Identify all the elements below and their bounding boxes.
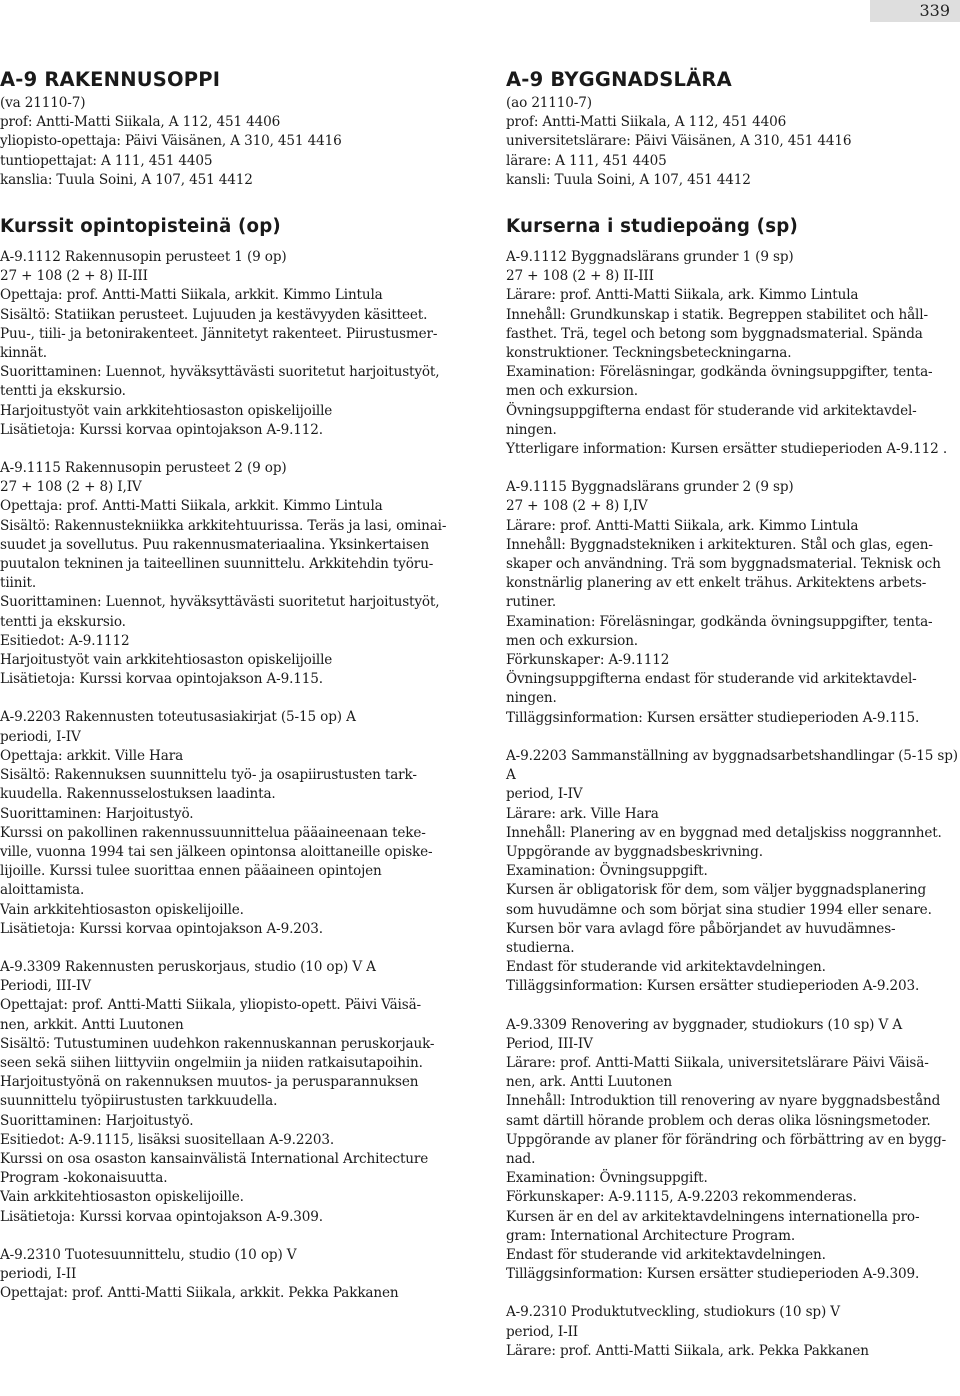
course-detail-line: puutalon tekninen ja taiteellinen suunnittelu. Arkkitehdin työru- [0, 556, 434, 573]
page-number: 339 [870, 0, 960, 22]
course-detail-line: Lärare: ark. Ville Hara [506, 805, 659, 822]
course-detail-line: Innehåll: Grundkunskap i statik. Begreppen stabilitet och håll- [506, 306, 928, 323]
course-detail-line: Övningsuppgifterna endast för studerande vid arkitektavdel- [506, 402, 917, 419]
course-detail-line: Opettajat: prof. Antti-Matti Siikala, arkkit. Pekka Pakkanen [0, 1285, 399, 1302]
course-name: Rakennusopin perusteet 2 [64, 460, 243, 477]
course-credits: (10 op) V A [300, 958, 376, 975]
course-detail-line: Sisältö: Rakennustekniikka arkkitehtuurissa. Teräs ja lasi, ominai- [0, 517, 447, 534]
staff-list [506, 113, 958, 190]
course-detail-line: ningen. [506, 421, 557, 438]
course-credits: (10 sp) V [779, 1304, 840, 1321]
course-detail-line: Sisältö: Statiikan perusteet. Lujuuden ja kestävyyden käsitteet. [0, 306, 428, 323]
course-detail-line: Examination: Föreläsningar, godkända övningsuppgifter, tenta- [506, 613, 933, 630]
course-detail-line: rutiner. [506, 594, 556, 611]
course-name: Rakennusopin perusteet 1 [64, 249, 243, 266]
course-code: A-9.1115 [0, 460, 61, 477]
course-detail-line: Program -kokonaisuutta. [0, 1170, 168, 1187]
course-code: A-9.3309 [0, 958, 61, 975]
course-header [506, 747, 958, 785]
course-code: A-9.2203 [0, 709, 61, 726]
course-detail-line: Harjoitustyöt vain arkkitehtiosaston opiskelijoille [0, 402, 333, 419]
course-name: Renovering av byggnader, studiokurs [570, 1016, 824, 1033]
course-credits: (10 sp) V A [827, 1016, 903, 1033]
course-entry [0, 708, 456, 938]
course-detail-line: Innehåll: Introduktion till renovering av nyare byggnadsbestånd [506, 1093, 941, 1110]
course-detail-line: Lisätietoja: Kurssi korvaa opintojakson A-9.115. [0, 671, 323, 688]
course-detail-line: Kurssi on pakollinen rakennussuunnittelua pääaineenaan teke- [0, 824, 426, 841]
course-detail-line: Vain arkkitehtiosaston opiskelijoille. [0, 1189, 244, 1206]
course-credits: (9 op) [246, 460, 287, 477]
finnish-column [0, 66, 456, 1322]
course-detail-line: Endast för studerande vid arkitektavdelningen. [506, 1246, 826, 1263]
course-detail-line: Vain arkkitehtiosaston opiskelijoille. [0, 901, 244, 918]
course-header [0, 1246, 456, 1265]
courses-heading: Kurserna i studiepoäng (sp) [506, 216, 798, 238]
course-code: A-9.3309 [506, 1016, 567, 1033]
course-detail-line: kinnät. [0, 345, 47, 362]
course-header [506, 1016, 958, 1035]
course-detail-line: Innehåll: Byggnadstekniken i arkitekturen. Stål och glas, egen- [506, 536, 933, 553]
course-detail-line: men och exkursion. [506, 383, 638, 400]
course-entry [506, 1303, 958, 1361]
course-detail-line: 27 + 108 (2 + 8) I,IV [0, 479, 142, 496]
course-detail-line: kuudella. Rakennusselostuksen laadinta. [0, 786, 276, 803]
course-detail-line: Examination: Övningsuppgift. [506, 863, 708, 880]
course-detail-line: Kursen är en del av arkitektavdelningens internationella pro- [506, 1208, 920, 1225]
course-entry [0, 248, 456, 440]
course-name: Tuotesuunnittelu, studio [64, 1246, 231, 1263]
courses-heading: Kurssit opintopisteinä (op) [0, 216, 281, 238]
course-detail-line: suudet ja sovellutus. Puu rakennusmateriaalina. Yksinkertaisen [0, 536, 430, 553]
course-detail-line: Innehåll: Planering av en byggnad med detaljskiss noggrannhet. [506, 824, 942, 841]
course-detail-line: Lärare: prof. Antti-Matti Siikala, universitetslärare Päivi Väisä- [506, 1054, 929, 1071]
course-detail-line: Puu-, tiili- ja betonirakenteet. Jännitetyt rakenteet. Piirustusmer- [0, 325, 438, 342]
course-detail-line: Tilläggsinformation: Kursen ersätter studieperioden A-9.115. [506, 709, 920, 726]
staff-line: kanslia: Tuula Soini, A 107, 451 4412 [0, 171, 253, 188]
course-detail-line: aloittamista. [0, 882, 85, 899]
course-name: Produktutveckling, studiokurs [570, 1304, 776, 1321]
course-entry [506, 478, 958, 728]
section-subtitle: (ao 21110-7) [506, 95, 592, 111]
course-detail-line: Ytterligare information: Kursen ersätter studieperioden A-9.112 . [506, 441, 947, 458]
course-detail-line: Förkunskaper: A-9.1112 [506, 652, 670, 669]
section-title: A-9 RAKENNUSOPPI [0, 68, 221, 91]
course-credits: (10 op) V [234, 1246, 297, 1263]
course-detail-line: ningen. [506, 690, 557, 707]
course-detail-line: tentti ja ekskursio. [0, 383, 126, 400]
course-detail-line: Kurssi on osa osaston kansainvälistä International Architecture [0, 1150, 429, 1167]
course-credits: (9 sp) [755, 249, 794, 266]
course-detail-line: Kursen bör vara avlagd före påbörjandet av huvudämnes- [506, 920, 896, 937]
course-detail-line: nen, arkkit. Antti Luutonen [0, 1016, 184, 1033]
course-detail-line: Suorittaminen: Luennot, hyväksyttävästi suoritetut harjoitustyöt, [0, 594, 440, 611]
course-code: A-9.1112 [506, 249, 567, 266]
staff-line: yliopisto-opettaja: Päivi Väisänen, A 310, 451 4416 [0, 133, 342, 150]
course-detail-line: Examination: Övningsuppgift. [506, 1170, 708, 1187]
course-detail-line: nad. [506, 1150, 536, 1167]
course-detail-line: Opettaja: arkkit. Ville Hara [0, 747, 184, 764]
course-header [506, 1303, 958, 1322]
section-title: A-9 BYGGNADSLÄRA [506, 68, 732, 91]
course-detail-line: Tilläggsinformation: Kursen ersätter studieperioden A-9.203. [506, 978, 920, 995]
course-detail-line: Examination: Föreläsningar, godkända övningsuppgifter, tenta- [506, 364, 933, 381]
course-detail-line: Esitiedot: A-9.1112 [0, 632, 130, 649]
staff-line: lärare: A 111, 451 4405 [506, 152, 667, 169]
course-detail-line: Endast för studerande vid arkitektavdelningen. [506, 959, 826, 976]
course-detail-line: Opettaja: prof. Antti-Matti Siikala, arkkit. Kimmo Lintula [0, 287, 383, 304]
course-code: A-9.2310 [506, 1304, 567, 1321]
swedish-column [506, 66, 958, 1380]
course-entry [0, 459, 456, 689]
staff-line: tuntiopettajat: A 111, 451 4405 [0, 152, 213, 169]
course-detail-line: period, I-II [506, 1323, 579, 1340]
course-detail-line: seen sekä siihen liittyviin ongelmiin ja niiden ratkaisutapoihin. [0, 1054, 423, 1071]
course-detail-line: Lisätietoja: Kurssi korvaa opintojakson A-9.309. [0, 1208, 323, 1225]
course-name: Rakennusten peruskorjaus, studio [64, 958, 296, 975]
staff-line: kansli: Tuula Soini, A 107, 451 4412 [506, 171, 751, 188]
course-detail-line: suunnittelu työpiirustusten tarkkuudella. [0, 1093, 278, 1110]
course-list [506, 248, 958, 1361]
staff-line: prof: Antti-Matti Siikala, A 112, 451 4406 [506, 114, 787, 131]
course-detail-line: Sisältö: Rakennuksen suunnittelu työ- ja osapiirustusten tark- [0, 767, 417, 784]
course-detail-line: Opettajat: prof. Antti-Matti Siikala, yliopisto-opett. Päivi Väisä- [0, 997, 421, 1014]
course-detail-line: Suorittaminen: Harjoitustyö. [0, 1112, 194, 1129]
course-header [0, 459, 456, 478]
course-detail-line: samt därtill hörande problem och deras olika lösningsmetoder. [506, 1112, 931, 1129]
course-detail-line: Lisätietoja: Kurssi korvaa opintojakson A-9.203. [0, 920, 323, 937]
course-detail-line: Esitiedot: A-9.1115, lisäksi suositellaan A-9.2203. [0, 1131, 334, 1148]
course-credits: (9 sp) [755, 479, 794, 496]
course-detail-line: periodi, I-IV [0, 728, 81, 745]
section-subtitle: (va 21110-7) [0, 95, 86, 111]
course-header [0, 958, 456, 977]
course-detail-line: nen, ark. Antti Luutonen [506, 1074, 672, 1091]
course-detail-line: Period, III-IV [506, 1035, 593, 1052]
course-detail-line: Harjoitustyöt vain arkkitehtiosaston opiskelijoille [0, 652, 333, 669]
course-code: A-9.2310 [0, 1246, 61, 1263]
course-name: Rakennusten toteutusasiakirjat [64, 709, 277, 726]
course-detail-line: som huvudämne och som börjat sina studier 1994 eller senare. [506, 901, 932, 918]
course-detail-line: tiinit. [0, 575, 36, 592]
staff-line: prof: Antti-Matti Siikala, A 112, 451 4406 [0, 114, 281, 131]
course-detail-line: Suorittaminen: Luennot, hyväksyttävästi suoritetut harjoitustyöt, [0, 364, 440, 381]
course-name: Byggnadslärans grunder 1 [570, 249, 751, 266]
course-name: Byggnadslärans grunder 2 [570, 479, 751, 496]
course-header [0, 248, 456, 267]
course-detail-line: skaper och användning. Trä som byggnadsmaterial. Teknisk och [506, 556, 941, 573]
course-code: A-9.2203 [506, 747, 567, 764]
course-detail-line: Kursen är obligatorisk för dem, som väljer byggnadsplanering [506, 882, 927, 899]
course-entry [506, 747, 958, 997]
course-detail-line: Uppgörande av planer för förändring och förbättring av en bygg- [506, 1131, 947, 1148]
course-detail-line: tentti ja ekskursio. [0, 613, 126, 630]
course-detail-line: 27 + 108 (2 + 8) II-III [506, 268, 654, 285]
course-detail-line: Opettaja: prof. Antti-Matti Siikala, arkkit. Kimmo Lintula [0, 498, 383, 515]
course-detail-line: lijoille. Kurssi tulee suorittaa ennen pääaineen opintojen [0, 863, 382, 880]
course-detail-line: men och exkursion. [506, 632, 638, 649]
course-credits: (9 op) [246, 249, 287, 266]
course-detail-line: Suorittaminen: Harjoitustyö. [0, 805, 194, 822]
course-header [506, 478, 958, 497]
course-credits: (5-15 op) A [280, 709, 356, 726]
course-header [0, 708, 456, 727]
course-detail-line: konstruktioner. Teckningsbeteckningarna. [506, 345, 792, 362]
course-detail-line: Lärare: prof. Antti-Matti Siikala, ark. Kimmo Lintula [506, 517, 859, 534]
course-detail-line: Lärare: prof. Antti-Matti Siikala, ark. Pekka Pakkanen [506, 1342, 869, 1359]
course-detail-line: period, I-IV [506, 786, 583, 803]
course-detail-line: konstnärlig planering av ett enkelt trähus. Arkitektens arbets- [506, 575, 927, 592]
course-entry [0, 1246, 456, 1304]
course-detail-line: Lärare: prof. Antti-Matti Siikala, ark. Kimmo Lintula [506, 287, 859, 304]
course-detail-line: gram: International Architecture Program. [506, 1227, 796, 1244]
course-detail-line: Harjoitustyönä on rakennuksen muutos- ja perusparannuksen [0, 1074, 419, 1091]
course-detail-line: 27 + 108 (2 + 8) II-III [0, 268, 148, 285]
course-detail-line: Tilläggsinformation: Kursen ersätter studieperioden A-9.309. [506, 1266, 920, 1283]
course-detail-line: Lisätietoja: Kurssi korvaa opintojakson A-9.112. [0, 421, 323, 438]
course-detail-line: Periodi, III-IV [0, 978, 91, 995]
course-list [0, 248, 456, 1303]
course-detail-line: periodi, I-II [0, 1265, 77, 1282]
course-header [506, 248, 958, 267]
course-detail-line: studierna. [506, 939, 575, 956]
course-detail-line: Övningsuppgifterna endast för studerande vid arkitektavdel- [506, 671, 917, 688]
course-detail-line: fasthet. Trä, tegel och betong som byggnadsmaterial. Spända [506, 325, 923, 342]
staff-list [0, 113, 456, 190]
staff-line: universitetslärare: Päivi Väisänen, A 310, 451 4416 [506, 133, 852, 150]
course-code: A-9.1115 [506, 479, 567, 496]
course-detail-line: Sisältö: Tutustuminen uudehkon rakennuskannan peruskorjauk- [0, 1035, 435, 1052]
course-detail-line: ville, vuonna 1994 tai sen jälkeen opintonsa aloittaneille opiske- [0, 843, 433, 860]
course-entry [0, 958, 456, 1227]
course-credits: (5-15 sp) A [506, 747, 958, 784]
course-entry [506, 248, 958, 459]
course-detail-line: 27 + 108 (2 + 8) I,IV [506, 498, 648, 515]
course-name: Sammanställning av byggnadsarbetshandlingar [570, 747, 894, 764]
course-detail-line: Förkunskaper: A-9.1115, A-9.2203 rekommenderas. [506, 1189, 857, 1206]
course-code: A-9.1112 [0, 249, 61, 266]
course-detail-line: Uppgörande av byggnadsbeskrivning. [506, 843, 763, 860]
course-entry [506, 1016, 958, 1285]
